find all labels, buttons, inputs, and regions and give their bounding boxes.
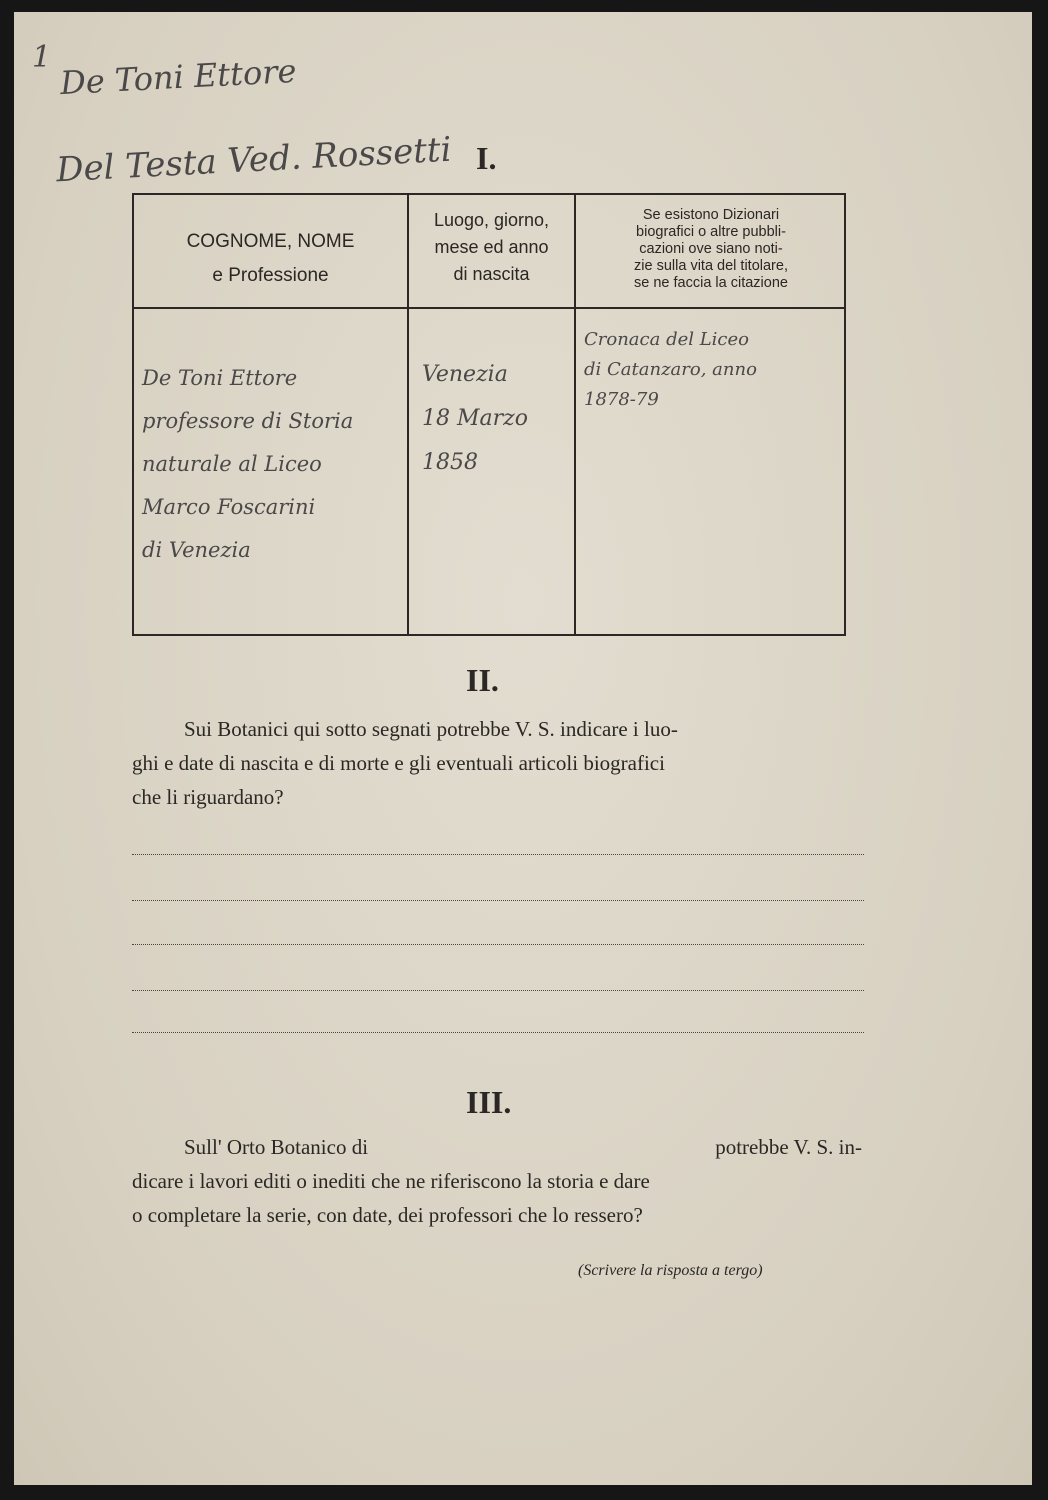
entry-birth-line: Venezia <box>422 362 508 387</box>
entry-citation-line: 1878-79 <box>584 389 659 410</box>
handwritten-name-note: De Toni Ettore <box>59 51 298 103</box>
answer-line[interactable] <box>132 944 864 945</box>
header-citation-line: se ne faccia la citazione <box>634 275 788 291</box>
page-number-note: 1 <box>32 40 52 75</box>
section-two-line: che li riguardano? <box>132 785 284 809</box>
entry-name-line: di Venezia <box>142 538 251 562</box>
section-one-numeral: I. <box>476 140 497 176</box>
document-page <box>14 12 1032 1485</box>
biography-table <box>132 193 846 636</box>
entry-citation-line: Cronaca del Liceo <box>584 329 750 350</box>
entry-name-line: Marco Foscarini <box>142 495 316 519</box>
section-three-line1-end: potrebbe V. S. in- <box>715 1135 862 1159</box>
header-profession-label: e Professione <box>212 265 329 286</box>
answer-line[interactable] <box>132 990 864 991</box>
answer-line[interactable] <box>132 900 864 901</box>
header-birth-line: di nascita <box>453 264 530 284</box>
entry-birth <box>422 353 528 485</box>
header-citation-line: biografici o altre pubbli- <box>636 224 786 240</box>
header-birth <box>409 207 574 288</box>
entry-birth-line: 18 Marzo <box>422 406 528 431</box>
answer-line[interactable] <box>132 1032 864 1033</box>
section-three-line: o completare la serie, con date, dei professori che lo ressero? <box>132 1203 643 1227</box>
answer-line[interactable] <box>132 854 864 855</box>
section-two-numeral: II. <box>466 662 499 698</box>
header-birth-line: Luogo, giorno, <box>433 210 550 230</box>
entry-birth-line: 1858 <box>422 450 478 475</box>
section-three-numeral: III. <box>466 1084 512 1120</box>
answer-on-back-note: (Scrivere la risposta a tergo) <box>578 1262 763 1279</box>
header-citation-line: zie sulla vita del titolare, <box>634 258 788 274</box>
header-citation-line: cazioni ove siano noti- <box>639 241 783 257</box>
section-three-first-line <box>132 1130 862 1164</box>
section-two-question <box>132 712 862 814</box>
entry-name-line: De Toni Ettore <box>142 366 298 390</box>
entry-name-line: naturale al Liceo <box>142 452 322 476</box>
entry-citation <box>584 325 757 415</box>
entry-citation-line: di Catanzaro, anno <box>584 359 757 380</box>
section-three-line: dicare i lavori editi o inediti che ne riferiscono la storia e dare <box>132 1169 650 1193</box>
header-name-label: COGNOME, NOME <box>186 231 355 252</box>
section-three-line1-start: Sull' Orto Botanico di <box>184 1135 369 1159</box>
entry-name-profession <box>142 357 353 572</box>
entry-name-line: professore di Storia <box>142 409 354 433</box>
section-three-question <box>132 1130 862 1232</box>
header-name-profession <box>134 225 407 293</box>
header-citation <box>576 207 846 292</box>
header-birth-line: mese ed anno <box>434 237 549 257</box>
section-two-line: ghi e date di nascita e di morte e gli eventuali articoli biografici <box>132 751 665 775</box>
section-two-line: Sui Botanici qui sotto segnati potrebbe V. S. indicare i luo- <box>184 717 678 741</box>
header-citation-line: Se esistono Dizionari <box>642 207 780 223</box>
handwritten-reference-note: Del Testa Ved. Rossetti <box>55 129 453 191</box>
